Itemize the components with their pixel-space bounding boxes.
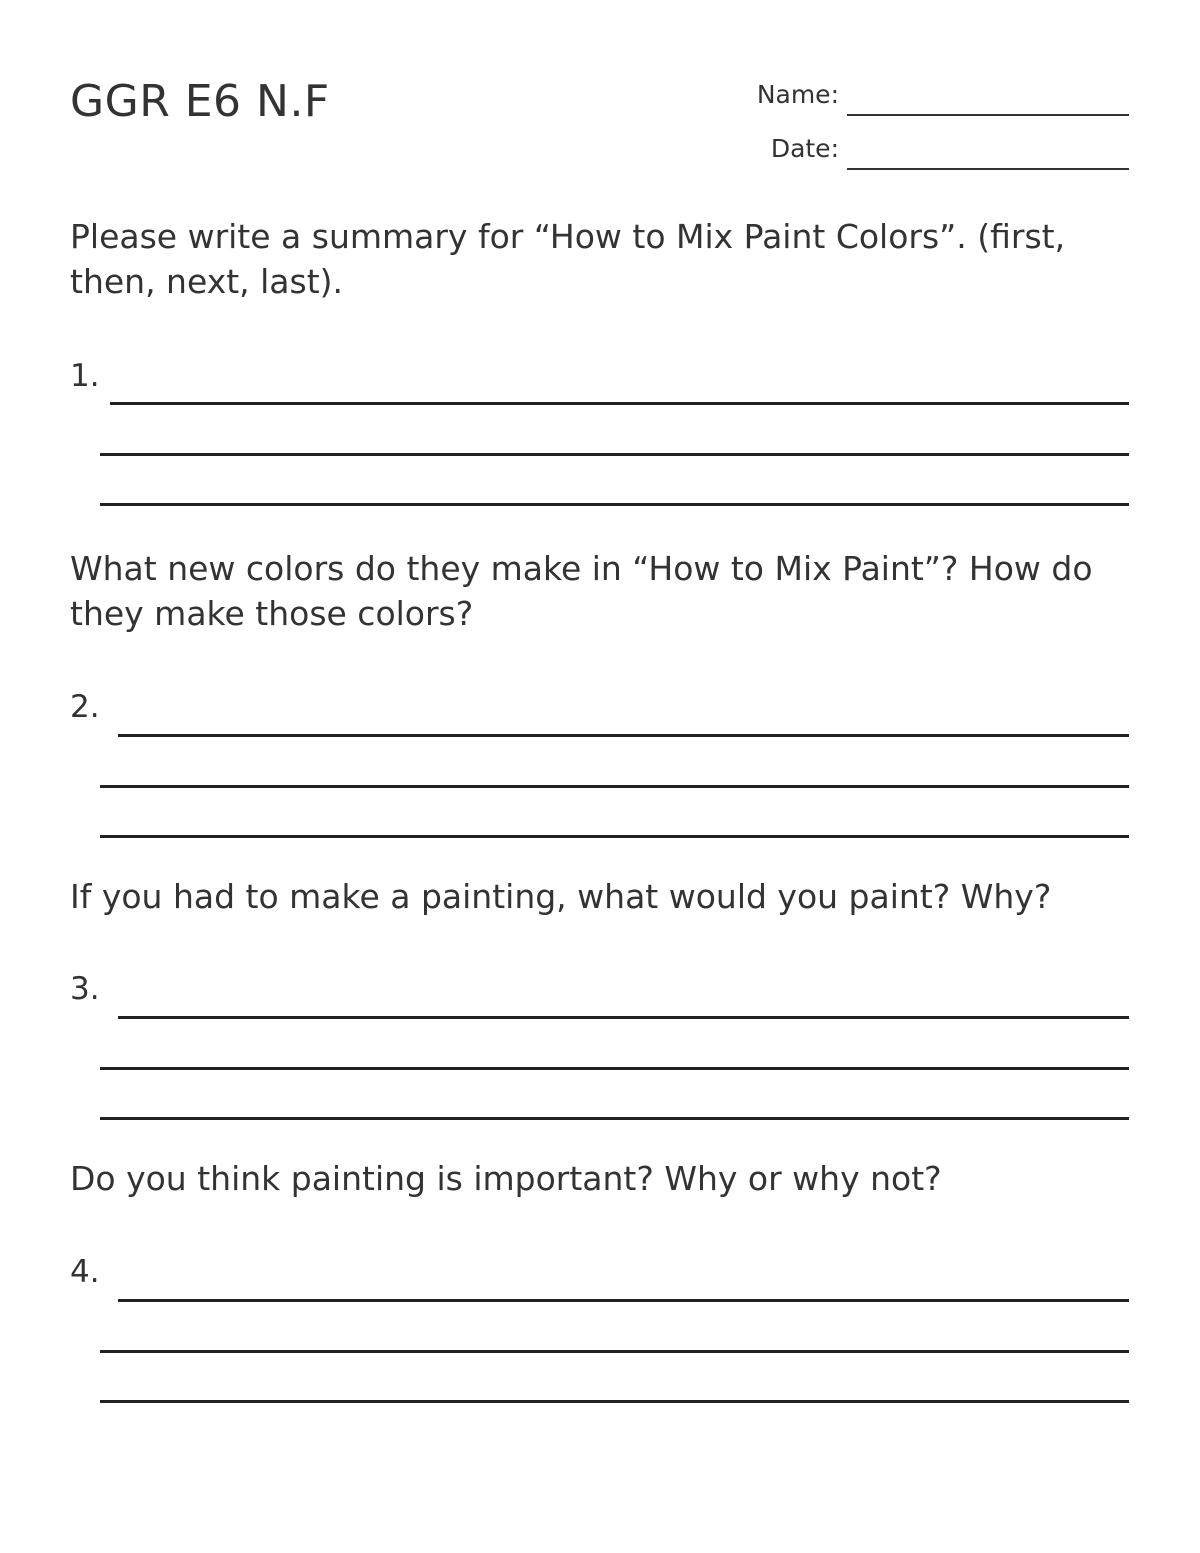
question-4-number: 4. xyxy=(70,1254,100,1290)
question-2-answer-line-3[interactable] xyxy=(100,835,1129,838)
worksheet-title: GGR E6 N.F xyxy=(70,76,330,127)
question-2-answer-line-1[interactable] xyxy=(118,734,1129,737)
question-1-prompt: Please write a summary for “How to Mix Paint Colors”. (first, then, next, last). xyxy=(70,217,1066,301)
question-4-answer-line-3[interactable] xyxy=(100,1400,1129,1403)
question-2-answer-line-2[interactable] xyxy=(100,785,1129,788)
question-3-prompt: If you had to make a painting, what would you paint? Why? xyxy=(70,877,1052,916)
question-4-answer-line-2[interactable] xyxy=(100,1350,1129,1353)
question-4-prompt: Do you think painting is important? Why or why not? xyxy=(70,1159,942,1198)
name-label: Name: xyxy=(756,80,839,109)
question-3-number: 3. xyxy=(70,971,100,1007)
question-4-answer-line-1[interactable] xyxy=(118,1299,1129,1302)
question-1-answer-line-1[interactable] xyxy=(110,402,1129,405)
question-3-answer-line-2[interactable] xyxy=(100,1067,1129,1070)
date-label: Date: xyxy=(770,134,839,163)
date-field-line[interactable] xyxy=(847,168,1129,170)
question-1-answer-line-2[interactable] xyxy=(100,453,1129,456)
question-1-number: 1. xyxy=(70,358,100,394)
question-3-answer-line-1[interactable] xyxy=(118,1016,1129,1019)
question-1-answer-line-3[interactable] xyxy=(100,503,1129,506)
name-field-line[interactable] xyxy=(847,114,1129,116)
question-2-number: 2. xyxy=(70,689,100,725)
question-2-prompt: What new colors do they make in “How to Mix Paint”? How do they make those colors? xyxy=(70,549,1093,633)
question-3-answer-line-3[interactable] xyxy=(100,1117,1129,1120)
